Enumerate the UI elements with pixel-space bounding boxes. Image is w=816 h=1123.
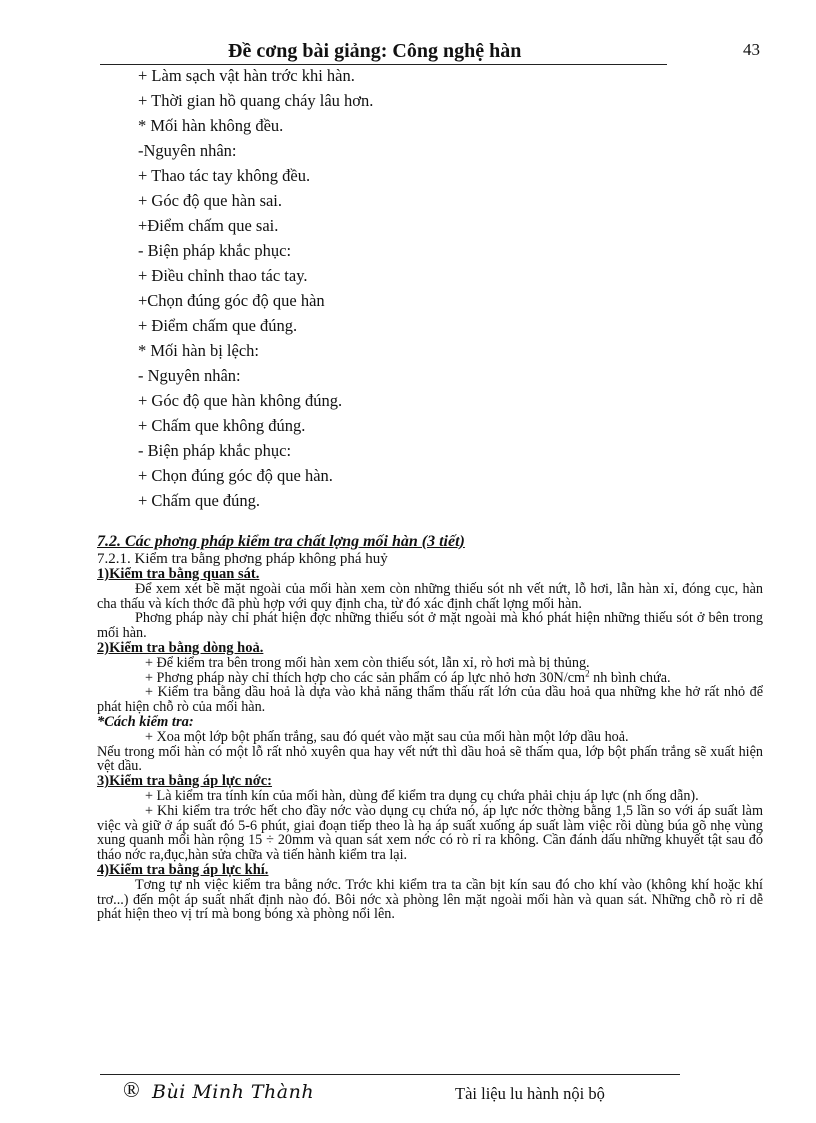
- paragraph: + Khi kiểm tra trớc hết cho đầy nớc vào dụng cụ chứa nó, áp lực nớc thờng bằng 1,5 lần so với áp suất làm việc và giữ ở áp suất đó 5-6 phút, giai đoạn tiếp theo là hạ áp suất xuống áp suất làm việc rồi dùng búa gõ nhẹ vùng xung quanh mối hàn rộng 15 ÷ 20mm và quan sát xem nớc có rò rỉ ra không. Cần đánh dấu những khuyết tật sau đó tháo nớc ra,đục,hàn sửa chữa và tiến hành kiểm tra lại.: [97, 802, 763, 864]
- list-item: + Làm sạch vật hàn trớc khi hàn.: [138, 66, 355, 85]
- page-number: 43: [743, 40, 760, 59]
- list-item: + Điểm chấm que đúng.: [138, 316, 298, 335]
- paragraph-text: nh bình chứa.: [589, 669, 671, 686]
- list-item: + Thao tác tay không đều.: [138, 166, 311, 185]
- registered-symbol: ®: [123, 1077, 140, 1102]
- list-item: + Chấm que không đúng.: [138, 416, 306, 435]
- list-item: +Chọn đúng góc độ que hàn: [138, 291, 325, 310]
- list-item: - Biện pháp khắc phục:: [138, 441, 292, 460]
- list-item: + Thời gian hồ quang cháy lâu hơn.: [138, 91, 374, 110]
- list-item: + Chấm que đúng.: [138, 491, 261, 510]
- causes-remedies-list: [138, 66, 558, 516]
- paragraph: Nếu trong mối hàn có một lỗ rất nhỏ xuyên qua hay vết nứt thì dầu hoả sẽ thấm qua, lớp bột phấn trắng sẽ xuất hiện vệt dầu.: [97, 743, 763, 775]
- list-item: - Biện pháp khắc phục:: [138, 241, 292, 260]
- list-item: - Nguyên nhân:: [138, 366, 241, 385]
- kerosene-test-heading: 2)Kiểm tra bằng dòng hoả.: [97, 639, 264, 656]
- paragraph: Tơng tự nh việc kiểm tra bằng nớc. Trớc khi kiểm tra ta cần bịt kín sau đó cho khí vào (không khí hoặc khí trơ...) đến một áp suất nhất định nào đó. Bôi nớc xà phòng lên mặt ngoài mối hàn và quan sát. Những chỗ rò rỉ dễ phát hiện theo vị trí mà bong bóng xà phòng nổi lên.: [97, 876, 763, 923]
- paragraph: + Kiểm tra bằng dầu hoả là dựa vào khả năng thẩm thấu rất lớn của dầu hoả qua những khe hở rất nhỏ để phát hiện chỗ rò của mối hàn.: [97, 684, 763, 716]
- footer-rule: [100, 1074, 680, 1075]
- section-title: 7.2. Các phơng pháp kiểm tra chất lợng mối hàn (3 tiết): [97, 533, 465, 550]
- paragraph: Phơng pháp này chỉ phát hiện đợc những thiếu sót ở mặt ngoài mà khó phát hiện những thiếu sót ở bên trong mối hàn.: [97, 610, 763, 642]
- paragraph: + Xoa một lớp bột phấn trắng, sau đó quét vào mặt sau của mối hàn một lớp dầu hoả.: [145, 728, 629, 745]
- list-item: + Góc độ que hàn không đúng.: [138, 391, 343, 410]
- paragraph-text: + Phơng pháp này chỉ thích hợp cho các sản phẩm có áp lực nhỏ hơn 30N/cm: [145, 669, 586, 686]
- list-item: + Điều chỉnh thao tác tay.: [138, 266, 308, 285]
- paragraph: Để xem xét bề mặt ngoài của mối hàn xem còn những thiếu sót nh vết nứt, lỗ hơi, lẫn hàn xỉ, đóng cục, hàn cha thấu và kích thớc đã phù hợp với quy định cha, từ đó xác định chất lợng mối hàn.: [97, 580, 763, 612]
- air-pressure-heading: 4)Kiểm tra bằng áp lực khí.: [97, 861, 269, 878]
- header-title: Đề cơng bài giảng: Công nghệ hàn: [228, 40, 522, 62]
- superscript: 2: [585, 667, 590, 678]
- author-signature: Bùi Minh Thành: [152, 1081, 315, 1103]
- list-item: -Nguyên nhân:: [138, 141, 237, 160]
- footer-note: Tài liệu lu hành nội bộ: [455, 1084, 605, 1103]
- paragraph: + Để kiểm tra bên trong mối hàn xem còn thiếu sót, lẫn xỉ, rò hơi mà bị thủng.: [145, 654, 590, 671]
- list-item: * Mối hàn không đều.: [138, 116, 284, 135]
- subsection-title: 7.2.1. Kiểm tra bằng phơng pháp không phá huỷ: [97, 551, 388, 567]
- method-heading: *Cách kiểm tra:: [97, 713, 194, 730]
- list-item: +Điểm chấm que sai.: [138, 216, 279, 235]
- list-item: + Chọn đúng góc độ que hàn.: [138, 466, 333, 485]
- list-item: + Góc độ que hàn sai.: [138, 191, 283, 210]
- paragraph: + Là kiểm tra tính kín của mối hàn, dùng để kiểm tra dụng cụ chứa phải chịu áp lực (nh ống dẫn).: [145, 787, 699, 804]
- visual-inspection-heading: 1)Kiểm tra bằng quan sát.: [97, 566, 260, 582]
- paragraph: [97, 667, 763, 686]
- main-content: [97, 533, 763, 922]
- water-pressure-heading: 3)Kiểm tra bằng áp lực nớc:: [97, 773, 273, 790]
- list-item: * Mối hàn bị lệch:: [138, 341, 259, 360]
- page-header: [100, 36, 667, 65]
